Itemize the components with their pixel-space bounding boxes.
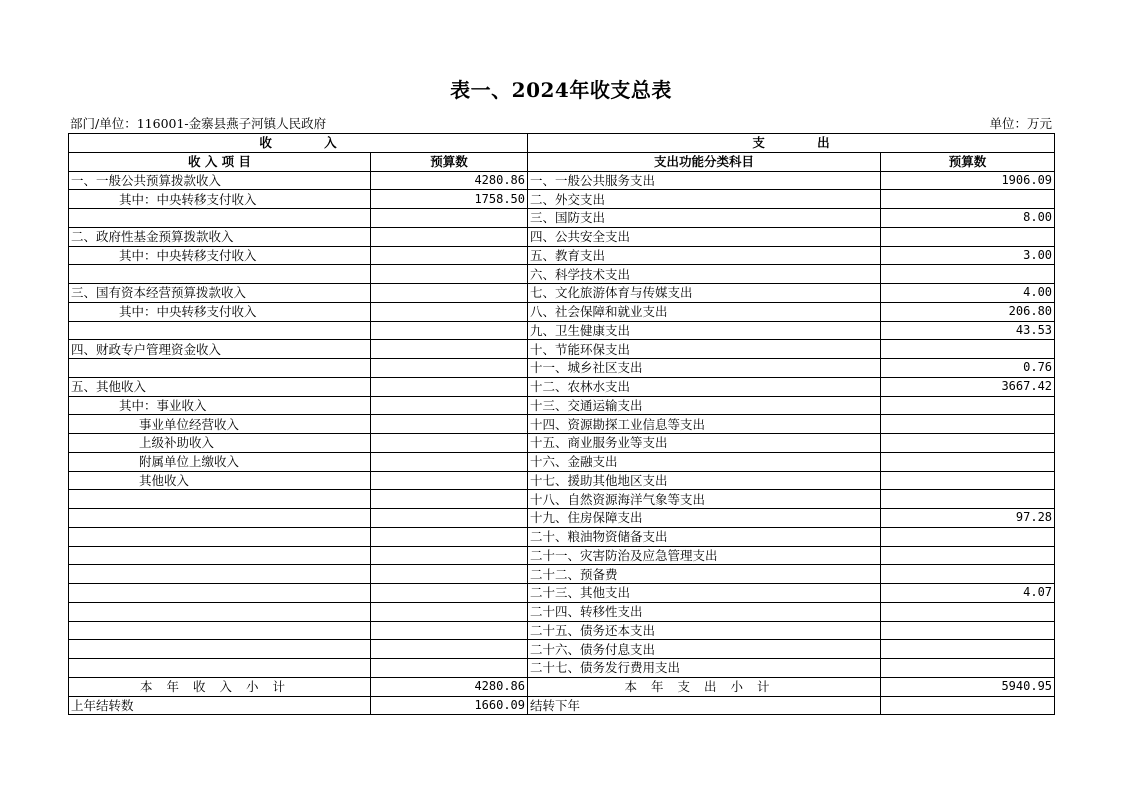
- table-row: [69, 209, 1055, 228]
- table-row: [69, 227, 1055, 246]
- expense-item-cell: 十四、资源勘探工业信息等支出: [528, 415, 881, 434]
- income-value-cell: [371, 490, 528, 509]
- income-value-cell: [371, 340, 528, 359]
- page-title: 表一、2024年收支总表: [450, 78, 672, 102]
- table-body: [69, 171, 1055, 677]
- group-header-row: [69, 134, 1055, 153]
- income-value-cell: [371, 621, 528, 640]
- income-item-cell: 上级补助收入: [69, 434, 371, 453]
- expense-value-cell: [881, 527, 1055, 546]
- income-value-cell: [371, 377, 528, 396]
- expense-value-cell: [881, 396, 1055, 415]
- table-row: [69, 415, 1055, 434]
- table-row: [69, 509, 1055, 528]
- expense-item-cell: 二十七、债务发行费用支出: [528, 659, 881, 678]
- expense-value-cell: 43.53: [881, 321, 1055, 340]
- expense-value-cell: [881, 471, 1055, 490]
- income-item-cell: 五、其他收入: [69, 377, 371, 396]
- expense-subtotal-value: 5940.95: [881, 677, 1055, 696]
- expense-subtotal-label: 本年支出小计: [528, 677, 881, 696]
- table-row: [69, 359, 1055, 378]
- expense-value-cell: 3.00: [881, 246, 1055, 265]
- expense-item-cell: 二十五、债务还本支出: [528, 621, 881, 640]
- expense-item-cell: 二十二、预备费: [528, 565, 881, 584]
- table-row: [69, 565, 1055, 584]
- income-value-cell: [371, 227, 528, 246]
- subtotal-row: [69, 677, 1055, 696]
- expense-value-cell: [881, 490, 1055, 509]
- table-row: [69, 621, 1055, 640]
- table-row: [69, 584, 1055, 603]
- expense-value-cell: [881, 434, 1055, 453]
- income-value-cell: [371, 246, 528, 265]
- expense-item-cell: 二、外交支出: [528, 190, 881, 209]
- income-carry-label: 上年结转数: [69, 696, 371, 715]
- income-item-cell: [69, 509, 371, 528]
- income-item-cell: 二、政府性基金预算拨款收入: [69, 227, 371, 246]
- expense-value-cell: 0.76: [881, 359, 1055, 378]
- income-value-cell: [371, 640, 528, 659]
- expense-group-header: 支 出: [528, 134, 1055, 153]
- expense-value-cell: 1906.09: [881, 171, 1055, 190]
- income-value-cell: [371, 284, 528, 303]
- income-subtotal-label: 本年收入小计: [69, 677, 371, 696]
- income-item-cell: [69, 209, 371, 228]
- expense-value-cell: [881, 415, 1055, 434]
- income-value-cell: [371, 659, 528, 678]
- income-item-cell: 三、国有资本经营预算拨款收入: [69, 284, 371, 303]
- expense-item-cell: 二十三、其他支出: [528, 584, 881, 603]
- income-item-cell: [69, 640, 371, 659]
- expense-item-cell: 二十一、灾害防治及应急管理支出: [528, 546, 881, 565]
- income-value-cell: [371, 359, 528, 378]
- column-header-row: [69, 152, 1055, 171]
- income-budget-header: 预算数: [371, 152, 528, 171]
- income-subtotal-value: 4280.86: [371, 677, 528, 696]
- income-value-cell: [371, 321, 528, 340]
- income-value-cell: 1758.50: [371, 190, 528, 209]
- income-item-cell: [69, 565, 371, 584]
- expense-value-cell: [881, 621, 1055, 640]
- income-value-cell: [371, 565, 528, 584]
- table-row: [69, 659, 1055, 678]
- expense-item-cell: 十六、金融支出: [528, 452, 881, 471]
- income-item-cell: 附属单位上缴收入: [69, 452, 371, 471]
- income-item-header: 收 入 项 目: [69, 152, 371, 171]
- income-carry-value: 1660.09: [371, 696, 528, 715]
- expense-item-cell: 三、国防支出: [528, 209, 881, 228]
- expense-value-cell: [881, 190, 1055, 209]
- table-row: [69, 302, 1055, 321]
- department-label: 部门/单位：116001-金寨县燕子河镇人民政府: [70, 116, 327, 131]
- expense-value-cell: [881, 452, 1055, 471]
- income-item-cell: [69, 321, 371, 340]
- expense-value-cell: 206.80: [881, 302, 1055, 321]
- expense-item-cell: 十一、城乡社区支出: [528, 359, 881, 378]
- budget-table: [68, 133, 1055, 715]
- income-item-cell: 事业单位经营收入: [69, 415, 371, 434]
- income-item-cell: [69, 659, 371, 678]
- table-row: [69, 396, 1055, 415]
- expense-value-cell: [881, 340, 1055, 359]
- table-row: [69, 171, 1055, 190]
- table-row: [69, 452, 1055, 471]
- expense-budget-header: 预算数: [881, 152, 1055, 171]
- income-value-cell: 4280.86: [371, 171, 528, 190]
- expense-item-cell: 八、社会保障和就业支出: [528, 302, 881, 321]
- income-value-cell: [371, 209, 528, 228]
- expense-value-cell: 3667.42: [881, 377, 1055, 396]
- income-value-cell: [371, 396, 528, 415]
- table-row: [69, 434, 1055, 453]
- table-row: [69, 527, 1055, 546]
- expense-item-cell: 二十六、债务付息支出: [528, 640, 881, 659]
- table-row: [69, 284, 1055, 303]
- income-value-cell: [371, 546, 528, 565]
- income-value-cell: [371, 452, 528, 471]
- income-item-cell: [69, 602, 371, 621]
- income-value-cell: [371, 302, 528, 321]
- expense-value-cell: [881, 265, 1055, 284]
- income-value-cell: [371, 471, 528, 490]
- expense-value-cell: [881, 546, 1055, 565]
- expense-value-cell: [881, 659, 1055, 678]
- income-value-cell: [371, 415, 528, 434]
- expense-item-cell: 十八、自然资源海洋气象等支出: [528, 490, 881, 509]
- expense-item-cell: 四、公共安全支出: [528, 227, 881, 246]
- income-item-cell: [69, 490, 371, 509]
- table-row: [69, 490, 1055, 509]
- expense-value-cell: 4.07: [881, 584, 1055, 603]
- income-value-cell: [371, 602, 528, 621]
- expense-item-cell: 二十四、转移性支出: [528, 602, 881, 621]
- income-value-cell: [371, 434, 528, 453]
- income-item-cell: [69, 546, 371, 565]
- expense-value-cell: [881, 565, 1055, 584]
- income-value-cell: [371, 509, 528, 528]
- income-value-cell: [371, 584, 528, 603]
- income-item-cell: [69, 265, 371, 284]
- expense-value-cell: [881, 640, 1055, 659]
- table-row: [69, 602, 1055, 621]
- income-item-cell: [69, 621, 371, 640]
- expense-item-cell: 十七、援助其他地区支出: [528, 471, 881, 490]
- expense-value-cell: 8.00: [881, 209, 1055, 228]
- expense-item-cell: 七、文化旅游体育与传媒支出: [528, 284, 881, 303]
- expense-item-cell: 六、科学技术支出: [528, 265, 881, 284]
- expense-item-cell: 九、卫生健康支出: [528, 321, 881, 340]
- expense-item-cell: 二十、粮油物资储备支出: [528, 527, 881, 546]
- expense-item-header: 支出功能分类科目: [528, 152, 881, 171]
- table-row: [69, 377, 1055, 396]
- unit-label: 单位：万元: [989, 116, 1052, 131]
- expense-value-cell: 4.00: [881, 284, 1055, 303]
- income-item-cell: [69, 527, 371, 546]
- income-item-cell: 四、财政专户管理资金收入: [69, 340, 371, 359]
- income-item-cell: 其他收入: [69, 471, 371, 490]
- income-item-cell: [69, 359, 371, 378]
- table-row: [69, 321, 1055, 340]
- income-item-cell: 其中：中央转移支付收入: [69, 302, 371, 321]
- table-row: [69, 246, 1055, 265]
- table-row: [69, 640, 1055, 659]
- carry-row: [69, 696, 1055, 715]
- expense-value-cell: [881, 602, 1055, 621]
- income-item-cell: [69, 584, 371, 603]
- table-row: [69, 190, 1055, 209]
- table-row: [69, 546, 1055, 565]
- income-item-cell: 其中：事业收入: [69, 396, 371, 415]
- income-item-cell: 一、一般公共预算拨款收入: [69, 171, 371, 190]
- expense-item-cell: 十五、商业服务业等支出: [528, 434, 881, 453]
- expense-item-cell: 五、教育支出: [528, 246, 881, 265]
- expense-carry-value: [881, 696, 1055, 715]
- income-item-cell: 其中：中央转移支付收入: [69, 190, 371, 209]
- table-row: [69, 340, 1055, 359]
- income-value-cell: [371, 265, 528, 284]
- expense-item-cell: 十三、交通运输支出: [528, 396, 881, 415]
- income-group-header: 收 入: [69, 134, 528, 153]
- income-value-cell: [371, 527, 528, 546]
- expense-value-cell: 97.28: [881, 509, 1055, 528]
- income-item-cell: 其中：中央转移支付收入: [69, 246, 371, 265]
- expense-item-cell: 十二、农林水支出: [528, 377, 881, 396]
- expense-item-cell: 一、一般公共服务支出: [528, 171, 881, 190]
- expense-item-cell: 十九、住房保障支出: [528, 509, 881, 528]
- expense-item-cell: 十、节能环保支出: [528, 340, 881, 359]
- table-row: [69, 265, 1055, 284]
- expense-carry-label: 结转下年: [528, 696, 881, 715]
- expense-value-cell: [881, 227, 1055, 246]
- table-row: [69, 471, 1055, 490]
